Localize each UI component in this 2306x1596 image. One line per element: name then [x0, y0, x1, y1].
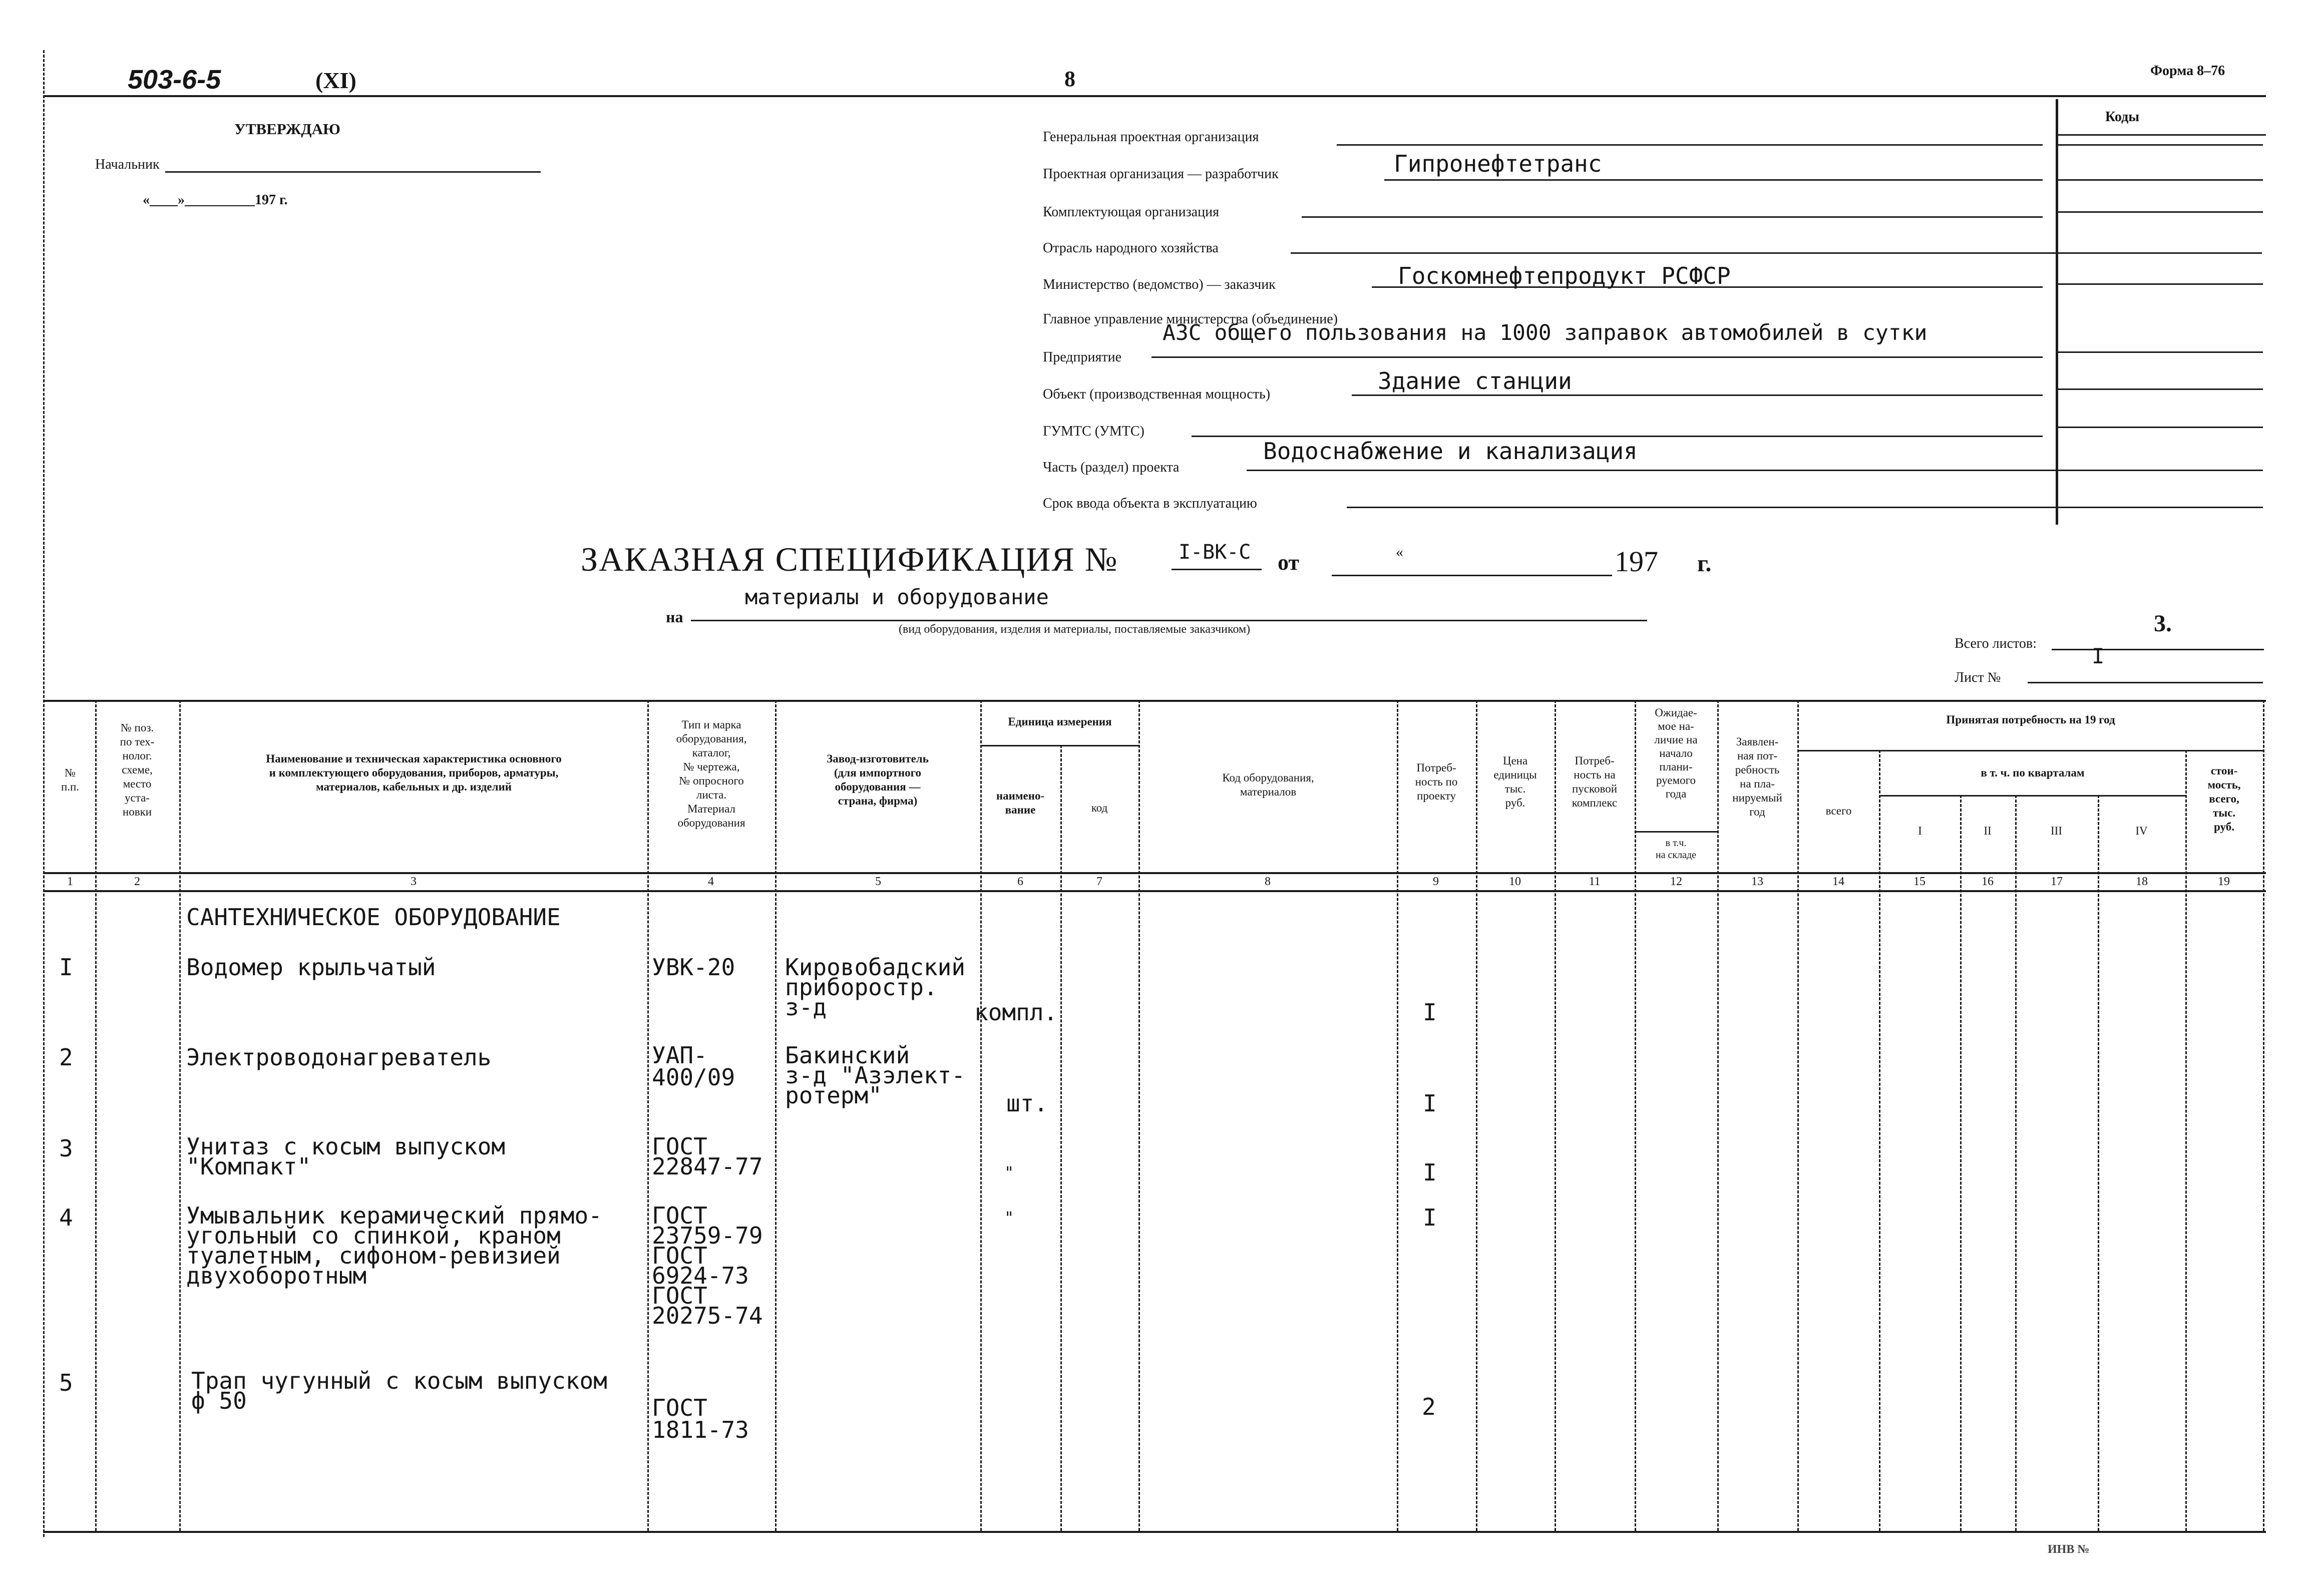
header-col-2: № поз. по тех- нолог. схеме, место уста- новки — [120, 721, 155, 818]
row-qty: I — [1423, 1090, 1437, 1117]
spec-year-suffix: г. — [1697, 550, 1712, 577]
row-maker: Бакинский з-д "Азэлект- ротерм" — [785, 1042, 966, 1109]
row-unit: компл. — [974, 999, 1058, 1026]
header-col-15: I — [1918, 825, 1922, 837]
column-number: 7 — [1096, 875, 1102, 888]
column-number: 18 — [2136, 875, 2148, 888]
header-unit-group: Единица измерения — [1008, 715, 1112, 728]
spec-date-quote: « — [1396, 544, 1403, 560]
org-field-label: Комплектующая организация — [1043, 204, 1219, 220]
header-col-19: стои- мость, всего, тыс. руб. — [2207, 764, 2241, 833]
form-label: Форма 8–76 — [2150, 63, 2225, 79]
approval-title: УТВЕРЖДАЮ — [234, 120, 340, 138]
total-sheets-value: I — [2092, 644, 2105, 668]
header-col-12-stock: в т.ч. на складе — [1655, 838, 1697, 861]
row-name: Умывальник керамический прямо- угольный со спинкой, краном туалетным, сифоном-ревизией двухоборотным — [186, 1202, 602, 1289]
approval-date: «____»__________197 г. — [143, 192, 288, 208]
org-field-value: Водоснабжение и канализация — [1263, 438, 1638, 465]
row-type: ГОСТ 1811-73 — [652, 1394, 749, 1443]
section-mark: (XI) — [315, 68, 356, 93]
spec-from-label: от — [1278, 550, 1300, 575]
document-code: 503-6-5 — [128, 65, 221, 95]
inventory-stamp: ИНВ № — [2048, 1543, 2090, 1556]
header-col-8: Код оборудования, материалов — [1222, 771, 1314, 798]
org-field-label: Часть (раздел) проекта — [1043, 460, 1180, 475]
header-quarter-group: в т. ч. по кварталам — [1981, 766, 2085, 779]
header-col-6: наимено- вание — [996, 789, 1045, 816]
header-col-1: № п.п. — [61, 766, 80, 793]
org-field-label: Генеральная проектная организация — [1043, 129, 1259, 145]
sheet-number: 3. — [2154, 610, 2172, 637]
column-number: 15 — [1913, 875, 1926, 888]
header-col-11: Потреб- ность на пусковой комплекс — [1572, 754, 1618, 809]
row-qty: I — [1423, 1159, 1437, 1186]
org-field-label: ГУМТС (УМТС) — [1043, 424, 1144, 439]
header-col-10: Цена единицы тыс. руб. — [1493, 754, 1537, 809]
column-number: 3 — [411, 875, 417, 888]
row-maker: Кировобадский приборостр. з-д — [785, 954, 966, 1021]
row-unit: шт. — [1006, 1090, 1048, 1117]
row-name: Унитаз с косым выпуском "Компакт" — [186, 1133, 505, 1180]
row-qty: I — [1423, 999, 1437, 1026]
column-number: 4 — [708, 875, 714, 888]
row-unit: " — [1004, 1163, 1014, 1182]
row-type: ГОСТ 23759-79 ГОСТ 6924-73 ГОСТ 20275-74 — [652, 1202, 763, 1329]
header-col-18: IV — [2135, 825, 2148, 837]
spec-subject-note: (вид оборудования, изделия и материалы, поставляемые заказчиком) — [899, 623, 1251, 636]
header-accepted-group: Принятая потребность на 19 год — [1946, 713, 2115, 726]
column-number: 10 — [1509, 875, 1521, 888]
spec-number: I-ВК-С — [1179, 541, 1251, 564]
row-no: 2 — [59, 1044, 73, 1071]
row-no: 4 — [59, 1204, 73, 1231]
org-field-value: АЗС общего пользования на 1000 заправок автомобилей в сутки — [1163, 320, 1928, 345]
org-field-value: Гипронефтетранс — [1394, 150, 1602, 177]
column-number: 5 — [875, 875, 881, 888]
header-col-9: Потреб- ность по проекту — [1415, 761, 1458, 802]
row-type: ГОСТ 22847-77 — [652, 1133, 763, 1180]
row-no: 3 — [59, 1135, 73, 1162]
header-col-17: III — [2051, 825, 2062, 837]
column-number: 16 — [1982, 875, 1994, 888]
org-field-label: Главное управление министерства (объединение) — [1043, 311, 1338, 327]
org-field-label: Отрасль народного хозяйства — [1043, 240, 1219, 256]
column-number: 11 — [1589, 875, 1601, 888]
row-name: Водомер крыльчатый — [186, 954, 436, 981]
org-field-label: Предприятие — [1043, 349, 1122, 365]
column-number: 1 — [67, 875, 73, 888]
page-number: 8 — [1064, 67, 1075, 91]
header-col-3: Наименование и техническая характеристика основного и комплектующего оборудования, приборов, арматуры, материалов, кабельных и др. изделий — [266, 752, 562, 793]
spec-subject: материалы и оборудование — [745, 585, 1049, 609]
org-field-label: Министерство (ведомство) — заказчик — [1043, 277, 1276, 292]
row-name: Трап чугунный с косым выпуском ф 50 — [191, 1367, 607, 1414]
org-field-label: Срок ввода объекта в эксплуатацию — [1043, 496, 1257, 511]
codes-label: Коды — [2105, 109, 2140, 125]
column-number: 8 — [1265, 875, 1271, 888]
org-field-value: Госкомнефтепродукт РСФСР — [1398, 262, 1731, 289]
column-number: 2 — [134, 875, 140, 888]
row-qty: I — [1423, 1204, 1437, 1231]
column-number: 19 — [2218, 875, 2230, 888]
header-col-4: Тип и марка оборудования, каталог, № чертежа, № опросного листа. Материал оборудования — [676, 718, 747, 829]
header-col-14: всего — [1825, 805, 1852, 817]
spec-year: 197 — [1615, 545, 1658, 578]
spec-for-label: на — [666, 608, 683, 626]
section-title: САНТЕХНИЧЕСКОЕ ОБОРУДОВАНИЕ — [186, 904, 561, 931]
column-number: 9 — [1433, 875, 1439, 888]
org-field-label: Объект (производственная мощность) — [1043, 386, 1271, 402]
column-number: 13 — [1751, 875, 1763, 888]
row-type: УАП- 400/09 — [652, 1042, 735, 1091]
row-name: Электроводонагреватель — [186, 1044, 492, 1071]
spec-title: ЗАКАЗНАЯ СПЕЦИФИКАЦИЯ № — [581, 540, 1118, 578]
total-sheets-label: Всего листов: — [1955, 636, 2037, 651]
sheet-label: Лист № — [1955, 670, 2001, 685]
column-number: 17 — [2051, 875, 2063, 888]
column-number: 6 — [1017, 875, 1023, 888]
header-col-13: Заявлен- ная пот- ребность на пла- нируемый год — [1732, 735, 1782, 818]
row-no: I — [59, 954, 73, 981]
header-col-16: II — [1984, 825, 1992, 837]
row-no: 5 — [59, 1369, 73, 1396]
column-number: 12 — [1670, 875, 1682, 888]
org-field-label: Проектная организация — разработчик — [1043, 166, 1279, 182]
chief-label: Начальник — [95, 157, 160, 172]
row-qty: 2 — [1422, 1393, 1436, 1420]
org-field-value: Здание станции — [1378, 367, 1572, 394]
header-col-12: Ожидае- мое на- личие на начало плани- руемого года — [1654, 706, 1698, 800]
row-type: УВК-20 — [652, 954, 735, 981]
header-col-7: код — [1091, 802, 1108, 814]
row-unit: " — [1004, 1208, 1014, 1227]
column-number: 14 — [1832, 875, 1844, 888]
header-col-5: Завод-изготовитель (для импортного оборудования — страна, фирма) — [827, 752, 929, 807]
